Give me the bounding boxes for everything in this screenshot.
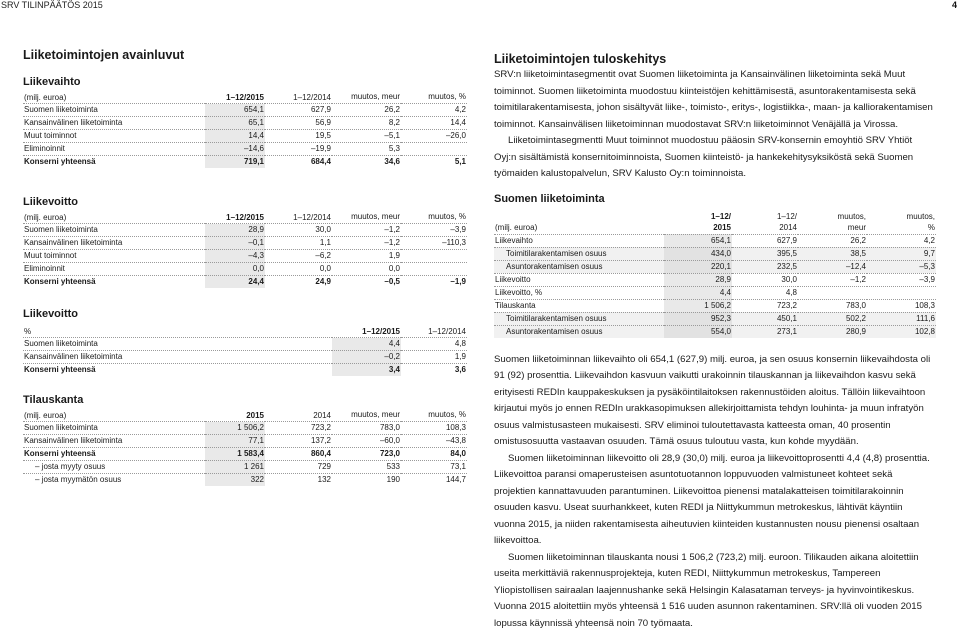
row-value: 554,0 [664, 325, 732, 338]
row-value: 1,9 [332, 250, 401, 263]
operating-margin-title: Liikevoitto [23, 308, 467, 320]
row-value: –43,8 [401, 435, 467, 448]
body-paragraph: Suomen liiketoiminnan tilauskanta nousi 1 506,2 (723,2) milj. euroon. Tilikauden aikana aloitettiin useita merkittäviä rakennusprojekteja, kuten REDI, Niittykummun metrokeskus, Tampereen Yliopistollisen sairaalan laajennushanke sekä Helsingin Kalasataman terveys- ja hyvinvointikeskus. Vuonna 2015 aloitettiin myös yhteensä 1 516 uuden asunnon rakentaminen. SRV:llä oli vuoden 2015 lopussa käynnissä yhteensä noin 70 työmaata. [494, 550, 936, 632]
finland-header-row [494, 211, 936, 235]
header-col4: muutos, % [401, 409, 467, 422]
row-value: 26,2 [332, 104, 401, 117]
row-value: 1 261 [205, 461, 265, 474]
table-row [23, 156, 467, 169]
row-value: –6,2 [265, 250, 332, 263]
row-value: 73,1 [401, 461, 467, 474]
row-value: –4,3 [205, 250, 265, 263]
header-col3: muutos, meur [332, 211, 401, 224]
operating-margin-table [23, 328, 467, 376]
row-label: Kansainvälinen liiketoiminta [23, 351, 332, 364]
table-row [23, 263, 467, 276]
row-value: 28,9 [664, 273, 732, 286]
row-value: 322 [205, 474, 265, 487]
table-row [23, 143, 467, 156]
row-value: 24,9 [265, 276, 332, 289]
header-col3: muutos, meur [332, 409, 401, 422]
row-value: 684,4 [265, 156, 332, 169]
header-col2: 2014 [265, 409, 332, 422]
row-value: 232,5 [732, 260, 798, 273]
row-value: 132 [265, 474, 332, 487]
order-backlog-header-row [23, 409, 467, 422]
row-label: Toimitilarakentamisen osuus [494, 247, 664, 260]
revenue-header-row [23, 91, 467, 104]
header-unit: (milj. euroa) [23, 211, 205, 224]
row-value: 144,7 [401, 474, 467, 487]
header-col3: muutos, meur [798, 211, 867, 235]
row-label: Suomen liiketoiminta [23, 338, 332, 351]
table-row [23, 130, 467, 143]
header-col1: 1–12/2015 [332, 328, 401, 338]
table-row [23, 448, 467, 461]
order-backlog-title: Tilauskanta [23, 394, 467, 406]
row-value: 4,8 [732, 286, 798, 299]
table-row [23, 461, 467, 474]
table-row [494, 325, 936, 338]
revenue-table [23, 91, 467, 168]
row-value: 28,9 [205, 224, 265, 237]
row-label: Muut toiminnot [23, 130, 205, 143]
operating-margin-header-row [23, 328, 467, 338]
row-value: 0,0 [265, 263, 332, 276]
row-value: 0,0 [332, 263, 401, 276]
row-value: 533 [332, 461, 401, 474]
row-value: 783,0 [332, 422, 401, 435]
row-label: Asuntorakentamisen osuus [494, 260, 664, 273]
row-value: –1,2 [332, 224, 401, 237]
row-label: Tilauskanta [494, 299, 664, 312]
table-row [494, 299, 936, 312]
row-value: –5,1 [332, 130, 401, 143]
row-value [401, 250, 467, 263]
row-value: –1,2 [798, 273, 867, 286]
key-figures-title: Liiketoimintojen avainluvut [23, 48, 467, 62]
row-value: 4,4 [664, 286, 732, 299]
row-value: 111,6 [867, 312, 936, 325]
header-col2: 1–12/2014 [401, 328, 467, 338]
row-label: Muut toiminnot [23, 250, 205, 263]
header-col1: 1–12/2015 [205, 211, 265, 224]
row-value: 502,2 [798, 312, 867, 325]
row-value: 30,0 [732, 273, 798, 286]
row-value: –14,6 [205, 143, 265, 156]
row-value: 5,1 [401, 156, 467, 169]
table-row [23, 364, 467, 377]
row-value: 280,9 [798, 325, 867, 338]
row-value: 434,0 [664, 247, 732, 260]
header-unit: (milj. euroa) [494, 211, 664, 235]
header-col4: muutos, % [401, 91, 467, 104]
row-value: 1 506,2 [205, 422, 265, 435]
operating-profit-table [23, 211, 467, 288]
row-value: 1 583,4 [205, 448, 265, 461]
row-value: 783,0 [798, 299, 867, 312]
row-label: Kansainvälinen liiketoiminta [23, 435, 205, 448]
row-value: 627,9 [265, 104, 332, 117]
table-row [23, 117, 467, 130]
row-value: 30,0 [265, 224, 332, 237]
row-value: 24,4 [205, 276, 265, 289]
right-column [494, 52, 936, 632]
row-label: Kansainvälinen liiketoiminta [23, 117, 205, 130]
row-label: Toimitilarakentamisen osuus [494, 312, 664, 325]
table-row [23, 351, 467, 364]
row-value: –26,0 [401, 130, 467, 143]
row-value: –3,9 [867, 273, 936, 286]
finland-segment-table [494, 211, 936, 338]
row-label: Suomen liiketoiminta [23, 422, 205, 435]
results-title: Liiketoimintojen tuloskehitys [494, 52, 936, 66]
row-value: 723,2 [732, 299, 798, 312]
row-value: 1 506,2 [664, 299, 732, 312]
table-row [23, 104, 467, 117]
row-value: –0,1 [205, 237, 265, 250]
left-column [23, 48, 467, 486]
row-value: –3,9 [401, 224, 467, 237]
row-label: Asuntorakentamisen osuus [494, 325, 664, 338]
row-value: 108,3 [867, 299, 936, 312]
row-value: 0,0 [205, 263, 265, 276]
row-value: 4,2 [867, 234, 936, 247]
row-value: –19,9 [265, 143, 332, 156]
row-value: 952,3 [664, 312, 732, 325]
row-label: Suomen liiketoiminta [23, 104, 205, 117]
row-label: Konserni yhteensä [23, 364, 332, 377]
header-unit: (milj. euroa) [23, 409, 205, 422]
row-value: –60,0 [332, 435, 401, 448]
operating-profit-header-row [23, 211, 467, 224]
row-label: Kansainvälinen liiketoiminta [23, 237, 205, 250]
row-value: 729 [265, 461, 332, 474]
header-col2: 1–12/ 2014 [732, 211, 798, 235]
row-value: 723,0 [332, 448, 401, 461]
row-value: 84,0 [401, 448, 467, 461]
row-value: –110,3 [401, 237, 467, 250]
row-value: 137,2 [265, 435, 332, 448]
row-value: –12,4 [798, 260, 867, 273]
row-value: 450,1 [732, 312, 798, 325]
row-value: 4,4 [332, 338, 401, 351]
row-value: 14,4 [205, 130, 265, 143]
row-value: –1,9 [401, 276, 467, 289]
operating-profit-title: Liikevoitto [23, 196, 467, 208]
page-number: 4 [952, 0, 957, 10]
header-col1: 1–12/ 2015 [664, 211, 732, 235]
row-value: 395,5 [732, 247, 798, 260]
row-value: 102,8 [867, 325, 936, 338]
row-value: 654,1 [664, 234, 732, 247]
table-row [494, 234, 936, 247]
table-row [23, 224, 467, 237]
row-label: Liikevoitto, % [494, 286, 664, 299]
row-value: 9,7 [867, 247, 936, 260]
row-label: Konserni yhteensä [23, 448, 205, 461]
table-row [23, 422, 467, 435]
header-unit: (milj. euroa) [23, 91, 205, 104]
report-title: SRV TILINPÄÄTÖS 2015 [1, 0, 103, 10]
row-value: 220,1 [664, 260, 732, 273]
row-value: 3,6 [401, 364, 467, 377]
row-label: Eliminoinnit [23, 263, 205, 276]
order-backlog-table [23, 409, 467, 486]
body-paragraph: Suomen liiketoiminnan liikevaihto oli 654,1 (627,9) milj. euroa, ja sen osuus konsernin liikevaihdosta oli 91 (92) prosenttia. Liikevaihdon kasvuun vaikutti urakoinnin tilauskannan ja liikevaihdon kasvu sekä erityisesti REDIn kauppakeskuksen ja pysäköintilaitoksen rakennustöiden aloitus. Tällöin liikevaihtoon kirjautui myös jo ennen REDIn urakkasopimuksen allekirjoittamista tehdyn louhinta- ja muun infratyön osuus valmistusasteen mukaisesti. SRV eliminoi tuloutettavasta katteesta oman, 40 prosentin omistusosuutta vastaavan osuuden. Tämä osuus tuloutuu vasta, kun kohde myydään. [494, 352, 936, 451]
row-value: 65,1 [205, 117, 265, 130]
row-value [798, 286, 867, 299]
row-value: 3,4 [332, 364, 401, 377]
table-row [23, 338, 467, 351]
row-value: –0,5 [332, 276, 401, 289]
row-label: Konserni yhteensä [23, 156, 205, 169]
row-label: Liikevoitto [494, 273, 664, 286]
row-label: Liikevaihto [494, 234, 664, 247]
header-col2: 1–12/2014 [265, 211, 332, 224]
row-value: 34,6 [332, 156, 401, 169]
table-row [23, 435, 467, 448]
row-value: 19,5 [265, 130, 332, 143]
row-value: –1,2 [332, 237, 401, 250]
row-value: –5,3 [867, 260, 936, 273]
row-label: Konserni yhteensä [23, 276, 205, 289]
header-col1: 2015 [205, 409, 265, 422]
row-value: 719,1 [205, 156, 265, 169]
row-value: 14,4 [401, 117, 467, 130]
table-row [23, 250, 467, 263]
row-value: 5,3 [332, 143, 401, 156]
row-value: 190 [332, 474, 401, 487]
table-row [494, 247, 936, 260]
header-col2: 1–12/2014 [265, 91, 332, 104]
table-row [23, 237, 467, 250]
table-row [494, 312, 936, 325]
row-value [401, 143, 467, 156]
header-col1: 1–12/2015 [205, 91, 265, 104]
row-value [867, 286, 936, 299]
row-value: 1,9 [401, 351, 467, 364]
row-value: 38,5 [798, 247, 867, 260]
intro-paragraph: Liiketoimintasegmentti Muut toiminnot muodostuu pääosin SRV-konsernin emoyhtiö SRV Yhtiöt Oyj:n sisältämistä konsernitoiminnoista, Suomen kiinteistö- ja hankekehitysyksiköstä sekä Suomen työmaiden kalustopalvelun, SRV Kalusto Oy:n toiminnoista. [494, 133, 936, 183]
row-label: – josta myymätön osuus [23, 474, 205, 487]
header-col4: muutos, % [867, 211, 936, 235]
row-value: 273,1 [732, 325, 798, 338]
header-col3: muutos, meur [332, 91, 401, 104]
row-value: 4,8 [401, 338, 467, 351]
table-row [494, 260, 936, 273]
row-value: 4,2 [401, 104, 467, 117]
finland-segment-title: Suomen liiketoiminta [494, 193, 936, 205]
row-label: – josta myyty osuus [23, 461, 205, 474]
intro-paragraph: SRV:n liiketoimintasegmentit ovat Suomen liiketoiminta ja Kansainvälinen liiketoiminta sekä Muut toiminnot. Suomen liiketoiminta muodostuu kiinteistöjen kehittämisestä, asuntorakentamisesta sekä toimitilarakentamisesta, johon sisältyvät liike-, toimisto-, eritys-, logistiikka-, maan- ja kalliorakentamisen toiminnot. Kansainvälisen liiketoiminnan muodostavat SRV:n liiketoiminnot Venäjällä ja Virossa. [494, 67, 936, 133]
table-row [23, 474, 467, 487]
header-unit: % [23, 328, 332, 338]
header-col4: muutos, % [401, 211, 467, 224]
row-value: 1,1 [265, 237, 332, 250]
row-label: Eliminoinnit [23, 143, 205, 156]
page-header [0, 0, 960, 12]
row-value: 108,3 [401, 422, 467, 435]
row-value: 627,9 [732, 234, 798, 247]
row-value: 860,4 [265, 448, 332, 461]
row-value: 26,2 [798, 234, 867, 247]
revenue-title: Liikevaihto [23, 76, 467, 88]
row-value: –0,2 [332, 351, 401, 364]
body-paragraph: Suomen liiketoiminnan liikevoitto oli 28,9 (30,0) milj. euroa ja liikevoittoprosentti 4,4 (4,8) prosenttia. Liikevoittoa paransi omaperusteisen asuntotuotannon loppuvuoden valmistuneet kohteet sekä projektien kannattavuuden parantuminen. Liikevoittoa pienensi matalakatteisen toimitilarakoinnin osuuden kasvu. Useat suurhankkeet, kuten REDI ja Niittykummun metrokeskus, lähtivät käyntiin vuonna 2015, ja niiden rakentamisesta aiheutuvien kiinteiden kustannusten nousu pienensi osaltaan liikevoittoa. [494, 451, 936, 550]
row-value: 723,2 [265, 422, 332, 435]
row-value [401, 263, 467, 276]
row-label: Suomen liiketoiminta [23, 224, 205, 237]
table-row [494, 286, 936, 299]
row-value: 8,2 [332, 117, 401, 130]
table-row [494, 273, 936, 286]
table-row [23, 276, 467, 289]
row-value: 56,9 [265, 117, 332, 130]
row-value: 654,1 [205, 104, 265, 117]
row-value: 77,1 [205, 435, 265, 448]
